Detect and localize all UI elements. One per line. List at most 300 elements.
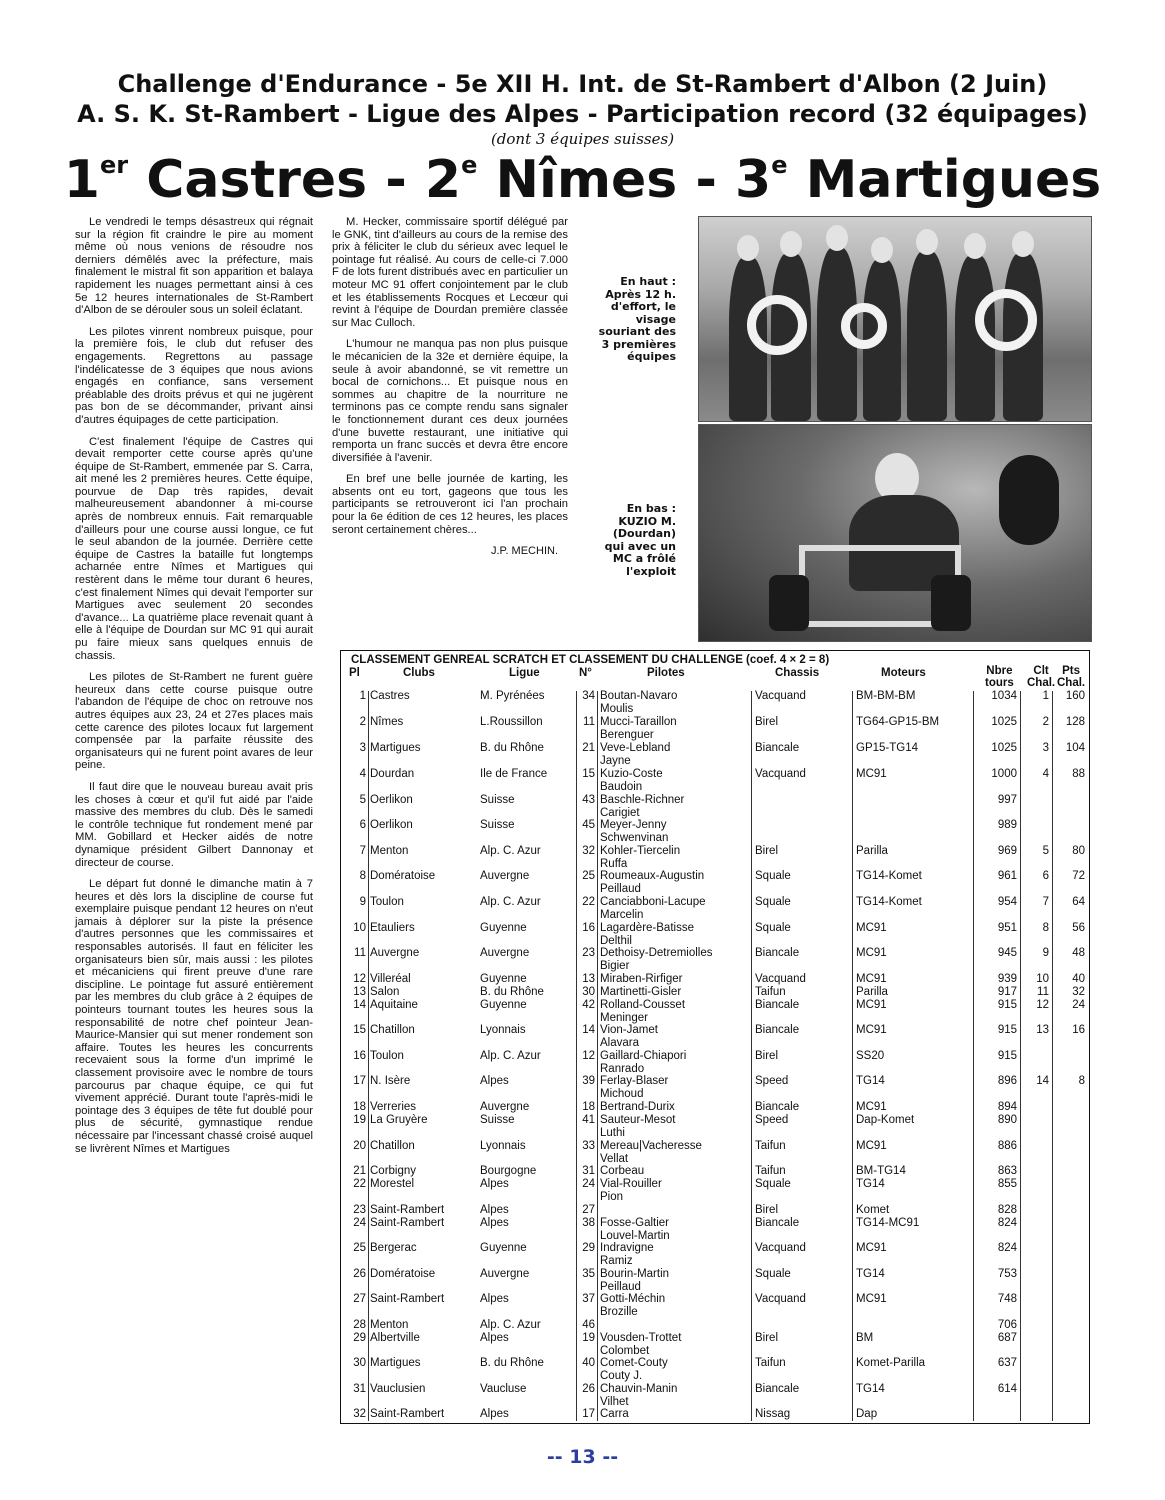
cell-ligue: B. du Rhône xyxy=(480,742,544,754)
cell-cl: 9 xyxy=(1042,947,1049,959)
cell-p2: Delthil xyxy=(600,935,632,947)
cell-club: Domératoise xyxy=(370,870,436,882)
cell-p2: Brozille xyxy=(600,1306,638,1318)
cell-p2: Peillaud xyxy=(600,1281,641,1293)
cell-pts: 32 xyxy=(1072,986,1085,998)
cell-ligue: Auvergne xyxy=(480,1101,530,1113)
cell-pl: 7 xyxy=(359,845,366,857)
cell-moteur: TG14 xyxy=(856,1178,885,1190)
cell-club: Etauliers xyxy=(370,922,415,934)
cell-moteur: TG14 xyxy=(856,1383,885,1395)
cell-pl: 21 xyxy=(353,1165,366,1177)
table-row xyxy=(341,986,1091,1000)
table-row xyxy=(341,1114,1091,1139)
cell-pl: 9 xyxy=(359,896,366,908)
cell-p2: Pion xyxy=(600,1191,624,1203)
cell-moteur: BM-BM-BM xyxy=(856,690,916,702)
cell-chassis: Biancale xyxy=(755,1217,800,1229)
cell-ligue: Alp. C. Azur xyxy=(480,1319,541,1331)
cell-tours: 1025 xyxy=(991,742,1017,754)
cell-moteur: MC91 xyxy=(856,768,887,780)
headline-line-2: A. S. K. St-Rambert - Ligue des Alpes - Participation record (32 équipages) xyxy=(77,100,1088,128)
cell-num: 31 xyxy=(582,1165,595,1177)
cell-num: 26 xyxy=(582,1383,595,1395)
cell-chassis: Vacquand xyxy=(755,1293,806,1305)
cell-club: La Gruyère xyxy=(370,1114,428,1126)
cell-moteur: Komet-Parilla xyxy=(856,1357,926,1369)
cell-ligue: Alp. C. Azur xyxy=(480,896,541,908)
cell-chassis: Squale xyxy=(755,922,791,934)
table-row xyxy=(341,1383,1091,1408)
cell-moteur: GP15-TG14 xyxy=(856,742,918,754)
cell-pl: 26 xyxy=(353,1268,366,1280)
cell-p1: Kohler-Tiercelin xyxy=(600,845,681,857)
cell-num: 11 xyxy=(583,716,595,728)
table-row xyxy=(341,1165,1091,1179)
cell-pts: 56 xyxy=(1072,922,1085,934)
cell-p2: Marcelin xyxy=(600,909,644,921)
cell-p1: Roumeaux-Augustin xyxy=(600,870,705,882)
cell-pl: 23 xyxy=(353,1204,366,1216)
cell-p1: Vousden-Trottet xyxy=(600,1332,682,1344)
cell-pl: 2 xyxy=(359,716,366,728)
cell-pl: 29 xyxy=(353,1332,366,1344)
cell-ligue: B. du Rhône xyxy=(480,986,544,998)
table-row xyxy=(341,1024,1091,1049)
cell-p1: Canciabboni-Lacupe xyxy=(600,896,706,908)
cell-moteur: MC91 xyxy=(856,1242,887,1254)
cell-p1: Chauvin-Manin xyxy=(600,1383,678,1395)
cell-club: Chatillon xyxy=(370,1024,415,1036)
cell-num: 39 xyxy=(582,1075,595,1087)
table-row xyxy=(341,690,1091,715)
article-paragraph: C'est finalement l'équipe de Castres qui devait remporter cette course après qu'une équipe de St-Rambert, emmenée par S. Carra, ait mené les 2 premières heures. Cette équipe, pourvue de Dap très rapides, devait malheureusement abandonner à mi-course après de nombreux ennuis. Fait remarquable d'ailleurs pour une course aussi longue, ce fut le seul abandon de la journée. Derrière cette équipe de Castres la bataille fut longtemps acharnée entre Nîmes et Martigues qui restèrent dans le même tour durant 6 heures, c'est finalement Nîmes qui devait l'emporter sur Martigues avec seulement 20 secondes d'avance... La quatrième place revenait quant à elle à l'équipe de Dourdan sur MC 91 qui aurait pu faire mieux sans quelques ennuis de chassis. xyxy=(75,435,313,662)
cell-num: 12 xyxy=(582,1050,595,1062)
cell-p1: Dethoisy-Detremiolles xyxy=(600,947,713,959)
cell-tours: 989 xyxy=(997,819,1017,831)
cell-cl: 1 xyxy=(1042,690,1049,702)
cell-tours: 748 xyxy=(997,1293,1017,1305)
cell-club: Bergerac xyxy=(370,1242,417,1254)
cell-pl: 5 xyxy=(359,794,366,806)
cell-chassis: Biancale xyxy=(755,1101,800,1113)
cell-num: 17 xyxy=(582,1408,595,1420)
cell-chassis: Squale xyxy=(755,1178,791,1190)
cell-moteur: TG64-GP15-BM xyxy=(856,716,940,728)
cell-club: Morestel xyxy=(370,1178,415,1190)
cell-p1: Gaillard-Chiapori xyxy=(600,1050,687,1062)
cell-p1: Rolland-Cousset xyxy=(600,999,686,1011)
cell-pl: 25 xyxy=(353,1242,366,1254)
cell-moteur: MC91 xyxy=(856,973,887,985)
cell-cl: 6 xyxy=(1042,870,1049,882)
cell-p2: Ranrado xyxy=(600,1063,645,1075)
cell-ligue: B. du Rhône xyxy=(480,1357,544,1369)
cell-club: Domératoise xyxy=(370,1268,436,1280)
cell-pl: 19 xyxy=(353,1114,366,1126)
cell-chassis: Squale xyxy=(755,1268,791,1280)
table-row xyxy=(341,794,1091,819)
cell-p1: Fosse-Galtier xyxy=(600,1217,670,1229)
table-row xyxy=(341,1101,1091,1115)
cell-tours: 915 xyxy=(997,1050,1017,1062)
cell-club: Toulon xyxy=(370,896,404,908)
cell-pts: 160 xyxy=(1065,690,1085,702)
cell-tours: 1000 xyxy=(991,768,1017,780)
cell-ligue: Auvergne xyxy=(480,1268,530,1280)
table-row xyxy=(341,1357,1091,1382)
cell-pl: 4 xyxy=(359,768,366,780)
cell-num: 33 xyxy=(582,1140,595,1152)
cell-pl: 1 xyxy=(359,690,366,702)
cell-num: 43 xyxy=(582,794,595,806)
cell-tours: 637 xyxy=(997,1357,1017,1369)
cell-p2: Ramiz xyxy=(600,1255,633,1267)
cell-tours: 890 xyxy=(997,1114,1017,1126)
cell-pts: 72 xyxy=(1072,870,1085,882)
table-row xyxy=(341,1268,1091,1293)
cell-num: 23 xyxy=(582,947,595,959)
cell-num: 19 xyxy=(582,1332,595,1344)
cell-pts: 8 xyxy=(1078,1075,1085,1087)
cell-chassis: Taifun xyxy=(755,1140,786,1152)
table-row xyxy=(341,1217,1091,1242)
cell-club: Chatillon xyxy=(370,1140,415,1152)
cell-p2: Berenguer xyxy=(600,729,654,741)
cell-chassis: Birel xyxy=(755,1050,779,1062)
cell-p2: Meninger xyxy=(600,1012,648,1024)
table-row xyxy=(341,1178,1091,1203)
cell-p1: Veve-Lebland xyxy=(600,742,671,754)
cell-ligue: Alpes xyxy=(480,1332,509,1344)
cell-p1: Bertrand-Durix xyxy=(600,1101,675,1113)
cell-chassis: Biancale xyxy=(755,1024,800,1036)
cell-num: 38 xyxy=(582,1217,595,1229)
cell-moteur: MC91 xyxy=(856,1293,887,1305)
headline-line-1: Challenge d'Endurance - 5e XII H. Int. de St-Rambert d'Albon (2 Juin) xyxy=(117,70,1048,98)
cell-p1: Mucci-Taraillon xyxy=(600,716,677,728)
cell-p2: Baudoin xyxy=(600,781,643,793)
table-row xyxy=(341,1242,1091,1267)
cell-ligue: L.Roussillon xyxy=(480,716,543,728)
article-paragraph: M. Hecker, commissaire sportif délégué par le GNK, tint d'ailleurs au cours de la remise des prix à féliciter le club du sérieux avec lequel le pointage fut réalisé. Au cours de celle-ci 7.000 F de lots furent distribués avec en particulier un moteur MC 91 offert conjointement par le club et les établissements Rocques et Lecœur qui revint à l'équipe de Dourdan première classée sur Mac Culloch. xyxy=(332,216,568,329)
cell-cl: 4 xyxy=(1042,768,1049,780)
team-podium-photo xyxy=(698,216,1092,422)
cell-cl: 10 xyxy=(1036,973,1049,985)
cell-p1: Sauteur-Mesot xyxy=(600,1114,676,1126)
cell-moteur: MC91 xyxy=(856,1101,887,1113)
cell-pl: 20 xyxy=(353,1140,366,1152)
table-row xyxy=(341,1408,1091,1422)
cell-ligue: Suisse xyxy=(480,819,515,831)
cell-club: N. Isère xyxy=(370,1075,411,1087)
cell-tours: 886 xyxy=(997,1140,1017,1152)
cell-chassis: Nissag xyxy=(755,1408,791,1420)
header-num: N° xyxy=(579,667,592,679)
cell-cl: 2 xyxy=(1042,716,1049,728)
table-row xyxy=(341,1050,1091,1075)
cell-p1: Martinetti-Gisler xyxy=(600,986,682,998)
cell-p1: Meyer-Jenny xyxy=(600,819,667,831)
article-paragraph: Les pilotes de St-Rambert ne furent guère heureux dans cette course puisque outre l'abandon de l'équipe de choc on retrouve nos autres équipes aux 23, 24 et 27es places mais cette carence des pilotes locaux fut largement compensée par la parfaite réussite des organisateurs qui ne furent point avares de leur peine. xyxy=(75,671,313,772)
cell-p2: Carigiet xyxy=(600,807,640,819)
cell-moteur: MC91 xyxy=(856,1024,887,1036)
cell-pl: 12 xyxy=(353,973,366,985)
cell-ligue: Guyenne xyxy=(480,922,527,934)
cell-num: 15 xyxy=(582,768,595,780)
cell-cl: 12 xyxy=(1036,999,1049,1011)
cell-moteur: MC91 xyxy=(856,1140,887,1152)
cell-club: Albertville xyxy=(370,1332,420,1344)
article-paragraph: Le vendredi le temps désastreux qui régnait sur la région fit craindre le pire au moment même où nous venions de résoudre nos derniers démêlés avec la préfecture, mais finalement le mistral fit son apparition et balaya rapidement les nuages permettant ainsi à ces 5e 12 heures internationales de St-Rambert d'Albon de se dérouler sous un soleil éclatant. xyxy=(75,216,313,317)
table-row xyxy=(341,1204,1091,1218)
cell-club: Saint-Rambert xyxy=(370,1204,445,1216)
cell-pl: 11 xyxy=(354,947,366,959)
cell-ligue: Alpes xyxy=(480,1178,509,1190)
cell-cl: 8 xyxy=(1042,922,1049,934)
cell-pl: 8 xyxy=(359,870,366,882)
cell-chassis: Birel xyxy=(755,845,779,857)
cell-pl: 14 xyxy=(353,999,366,1011)
cell-p2: Colombet xyxy=(600,1345,650,1357)
cell-club: Corbigny xyxy=(370,1165,417,1177)
cell-club: Saint-Rambert xyxy=(370,1408,445,1420)
cell-chassis: Squale xyxy=(755,870,791,882)
page-number: -- 13 -- xyxy=(546,1446,619,1468)
table-row xyxy=(341,1319,1091,1333)
cell-pts: 16 xyxy=(1072,1024,1085,1036)
cell-num: 18 xyxy=(582,1101,595,1113)
header-points: Pts Chal. xyxy=(1057,665,1086,689)
cell-ligue: Alpes xyxy=(480,1408,509,1420)
cell-tours: 961 xyxy=(997,870,1017,882)
cell-ligue: Vaucluse xyxy=(480,1383,527,1395)
kart-driver-photo xyxy=(698,424,1092,642)
cell-p1: Bourin-Martin xyxy=(600,1268,670,1280)
cell-tours: 687 xyxy=(997,1332,1017,1344)
cell-moteur: TG14 xyxy=(856,1075,885,1087)
cell-pl: 31 xyxy=(353,1383,366,1395)
cell-ligue: Guyenne xyxy=(480,973,527,985)
cell-moteur: BM-TG14 xyxy=(856,1165,906,1177)
cell-p2: Bigier xyxy=(600,960,630,972)
cell-p2: Louvel-Martin xyxy=(600,1230,670,1242)
cell-cl: 7 xyxy=(1042,896,1049,908)
cell-tours: 997 xyxy=(997,794,1017,806)
cell-tours: 939 xyxy=(997,973,1017,985)
article-paragraph: En bref une belle journée de karting, les absents ont eu tort, gageons que tous les participants se retrouveront ici l'an prochain pour la 6e édition de ces 12 heures, les places seront certainement chères... xyxy=(332,473,568,536)
cell-p2: Jayne xyxy=(600,755,631,767)
cell-p2: Peillaud xyxy=(600,883,641,895)
cell-club: Saint-Rambert xyxy=(370,1293,445,1305)
cell-chassis: Vacquand xyxy=(755,690,806,702)
cell-pl: 24 xyxy=(353,1217,366,1229)
main-headline: 1er Castres - 2e Nîmes - 3e Martigues xyxy=(63,150,1102,210)
cell-p2: Couty J. xyxy=(600,1370,643,1382)
cell-num: 35 xyxy=(582,1268,595,1280)
cell-moteur: TG14 xyxy=(856,1268,885,1280)
cell-club: Toulon xyxy=(370,1050,404,1062)
header-pilotes: Pilotes xyxy=(647,667,685,679)
cell-ligue: Bourgogne xyxy=(480,1165,537,1177)
table-row xyxy=(341,947,1091,972)
article-column-1 xyxy=(75,216,313,1164)
cell-p1: Vial-Rouiller xyxy=(600,1178,662,1190)
cell-tours: 917 xyxy=(997,986,1017,998)
cell-p1: Kuzio-Coste xyxy=(600,768,663,780)
cell-p2: Schwenvinan xyxy=(600,832,669,844)
cell-pl: 6 xyxy=(359,819,366,831)
cell-tours: 753 xyxy=(997,1268,1017,1280)
cell-pts: 104 xyxy=(1065,742,1085,754)
cell-cl: 14 xyxy=(1036,1075,1049,1087)
cell-chassis: Speed xyxy=(755,1075,789,1087)
article-paragraph: Le départ fut donné le dimanche matin à 7 heures et dès lors la discipline de course fut exemplaire puisque pendant 12 heures on n'eut jamais à déplorer sur la piste la présence d'autres personnes que les commissaires et responsables autorisés. Il faut en féliciter les organisateurs bien sûr, mais aussi : les pilotes et mécaniciens qui firent preuve d'une rare discipline. Le pointage fut assuré entièrement par les membres du club grâce à 2 équipes de pointeurs tournant toutes les heures sous la responsabilité de notre chef pointeur Jean-Maurice-Mansier qui sut mener rondement son affaire. Toutes les heures les concurrents recevaient sous la forme d'un imprimé le classement provisoire avec le nombre de tours parcourus par chaque équipe, ce qui fut vivement apprécié. Durant toute l'après-midi le pointage des 3 équipes de tête fut doublé pour plus de sécurité, gymnastique rendue nécessaire par l'incessant chassé croisé auquel se livrèrent Nîmes et Martigues xyxy=(75,878,313,1155)
cell-p1: Carra xyxy=(600,1408,629,1420)
cell-tours: 896 xyxy=(997,1075,1017,1087)
cell-club: Villeréal xyxy=(370,973,411,985)
photo-caption-bottom: En bas : KUZIO M. (Dourdan) qui avec un MC a frôlé l'exploit xyxy=(604,502,676,578)
cell-p1: Lagardère-Batisse xyxy=(600,922,694,934)
cell-tours: 915 xyxy=(997,1024,1017,1036)
cell-ligue: Auvergne xyxy=(480,870,530,882)
cell-p2: Michoud xyxy=(600,1088,644,1100)
cell-chassis: Birel xyxy=(755,1204,779,1216)
cell-moteur: Dap xyxy=(856,1408,878,1420)
cell-club: Saint-Rambert xyxy=(370,1217,445,1229)
cell-num: 25 xyxy=(582,870,595,882)
cell-tours: 915 xyxy=(997,999,1017,1011)
cell-ligue: Auvergne xyxy=(480,947,530,959)
cell-pl: 30 xyxy=(353,1357,366,1369)
cell-cl: 13 xyxy=(1036,1024,1049,1036)
table-row xyxy=(341,1075,1091,1100)
cell-num: 21 xyxy=(582,742,595,754)
cell-num: 30 xyxy=(582,986,595,998)
article-paragraph: L'humour ne manqua pas non plus puisque le mécanicien de la 32e et dernière équipe, la seule à avoir abandonné, se vit remettre un bocal de cornichons... Et puisque nous en sommes au chapitre de la nourriture ne terminons pas ce compte rendu sans signaler le fonctionnement durant ces deux journées d'une buvette restaurant, une initiative qui remporta un franc succès et devra être encore diversifiée à l'avenir. xyxy=(332,338,568,464)
cell-num: 41 xyxy=(582,1114,595,1126)
cell-cl: 3 xyxy=(1042,742,1049,754)
cell-num: 29 xyxy=(582,1242,595,1254)
cell-p2: Ruffa xyxy=(600,858,628,870)
cell-p1: Boutan-Navaro xyxy=(600,690,678,702)
cell-tours: 1025 xyxy=(991,716,1017,728)
header-tours: Nbre tours xyxy=(985,665,1014,689)
cell-pl: 3 xyxy=(359,742,366,754)
cell-club: Dourdan xyxy=(370,768,415,780)
author-signature: J.P. MECHIN. xyxy=(490,545,558,558)
cell-pl: 28 xyxy=(353,1319,366,1331)
cell-pl: 16 xyxy=(353,1050,366,1062)
cell-moteur: Parilla xyxy=(856,845,888,857)
cell-club: Menton xyxy=(370,845,409,857)
photo-caption-top: En haut : Après 12 h. d'effort, le visage souriant des 3 premières équipes xyxy=(598,275,676,363)
table-row xyxy=(341,1140,1091,1165)
cell-chassis: Vacquand xyxy=(755,973,806,985)
cell-tours: 706 xyxy=(997,1319,1017,1331)
cell-num: 42 xyxy=(582,999,595,1011)
table-row xyxy=(341,999,1091,1024)
article-column-2 xyxy=(332,216,568,558)
cell-moteur: Dap-Komet xyxy=(856,1114,915,1126)
cell-moteur: Komet xyxy=(856,1204,890,1216)
cell-p1: Miraben-Rirfiger xyxy=(600,973,683,985)
cell-num: 13 xyxy=(582,973,595,985)
cell-ligue: Alp. C. Azur xyxy=(480,1050,541,1062)
cell-pts: 40 xyxy=(1072,973,1085,985)
header-clubs: Clubs xyxy=(403,667,435,679)
table-row xyxy=(341,1332,1091,1357)
cell-tours: 863 xyxy=(997,1165,1017,1177)
cell-chassis: Vacquand xyxy=(755,768,806,780)
cell-ligue: Ile de France xyxy=(480,768,548,780)
article-paragraph: Il faut dire que le nouveau bureau avait pris les choses à cœur et qu'il fut aidé par l'aide massive des membres du club. Dès le samedi le contrôle technique fut rondement mené par MM. Gobillard et Hecker aidés de notre dynamique président Gilbert Dannonay et directeur de course. xyxy=(75,780,313,869)
cell-moteur: TG14-Komet xyxy=(856,896,922,908)
cell-club: Auvergne xyxy=(370,947,420,959)
article-paragraph: Les pilotes vinrent nombreux puisque, pour la première fois, le club dut refuser des engagements. Regrettons au passage l'indélicatesse de 3 équipes que nous avions engagés en confiance, sans versement préablable des droits prévus et qui ne jugèrent pas bon de se décommander, privant ainsi d'autres équipages de cette participation. xyxy=(75,325,313,426)
cell-chassis: Biancale xyxy=(755,999,800,1011)
cell-ligue: Alpes xyxy=(480,1217,509,1229)
cell-pl: 27 xyxy=(353,1293,366,1305)
cell-ligue: Alpes xyxy=(480,1293,509,1305)
cell-pl: 18 xyxy=(353,1101,366,1113)
cell-moteur: SS20 xyxy=(856,1050,885,1062)
cell-moteur: TG14-Komet xyxy=(856,870,922,882)
cell-num: 37 xyxy=(582,1293,595,1305)
table-title: CLASSEMENT GENREAL SCRATCH ET CLASSEMENT DU CHALLENGE (coef. 4 × 2 = 8) xyxy=(351,654,830,666)
table-row xyxy=(341,922,1091,947)
cell-p1: Baschle-Richner xyxy=(600,794,685,806)
cell-ligue: M. Pyrénées xyxy=(480,690,545,702)
cell-tours: 894 xyxy=(997,1101,1017,1113)
cell-p1: Ferlay-Blaser xyxy=(600,1075,669,1087)
table-row xyxy=(341,973,1091,987)
cell-moteur: BM xyxy=(856,1332,874,1344)
results-table xyxy=(340,650,1090,1424)
cell-moteur: MC91 xyxy=(856,922,887,934)
cell-moteur: Parilla xyxy=(856,986,888,998)
cell-p1: Indravigne xyxy=(600,1242,654,1254)
cell-num: 46 xyxy=(582,1319,595,1331)
cell-chassis: Biancale xyxy=(755,1383,800,1395)
table-row xyxy=(341,896,1091,921)
cell-club: Oerlikon xyxy=(370,794,413,806)
cell-club: Nîmes xyxy=(370,716,404,728)
cell-club: Martigues xyxy=(370,742,421,754)
header-chassis: Chassis xyxy=(775,667,820,679)
cell-num: 24 xyxy=(582,1178,595,1190)
cell-pts: 48 xyxy=(1072,947,1085,959)
cell-num: 14 xyxy=(582,1024,595,1036)
cell-club: Oerlikon xyxy=(370,819,413,831)
cell-pl: 22 xyxy=(353,1178,366,1190)
header-pl: Pl xyxy=(349,667,360,679)
header-ligue: Ligue xyxy=(509,667,540,679)
cell-p1: Vion-Jamet xyxy=(600,1024,658,1036)
cell-num: 40 xyxy=(582,1357,595,1369)
cell-ligue: Suisse xyxy=(480,1114,515,1126)
cell-tours: 614 xyxy=(997,1383,1017,1395)
cell-chassis: Birel xyxy=(755,1332,779,1344)
cell-chassis: Vacquand xyxy=(755,1242,806,1254)
cell-cl: 11 xyxy=(1037,986,1049,998)
cell-tours: 824 xyxy=(997,1242,1017,1254)
cell-chassis: Taifun xyxy=(755,1357,786,1369)
cell-num: 27 xyxy=(582,1204,595,1216)
cell-club: Aquitaine xyxy=(370,999,418,1011)
table-row xyxy=(341,819,1091,844)
cell-ligue: Alp. C. Azur xyxy=(480,845,541,857)
